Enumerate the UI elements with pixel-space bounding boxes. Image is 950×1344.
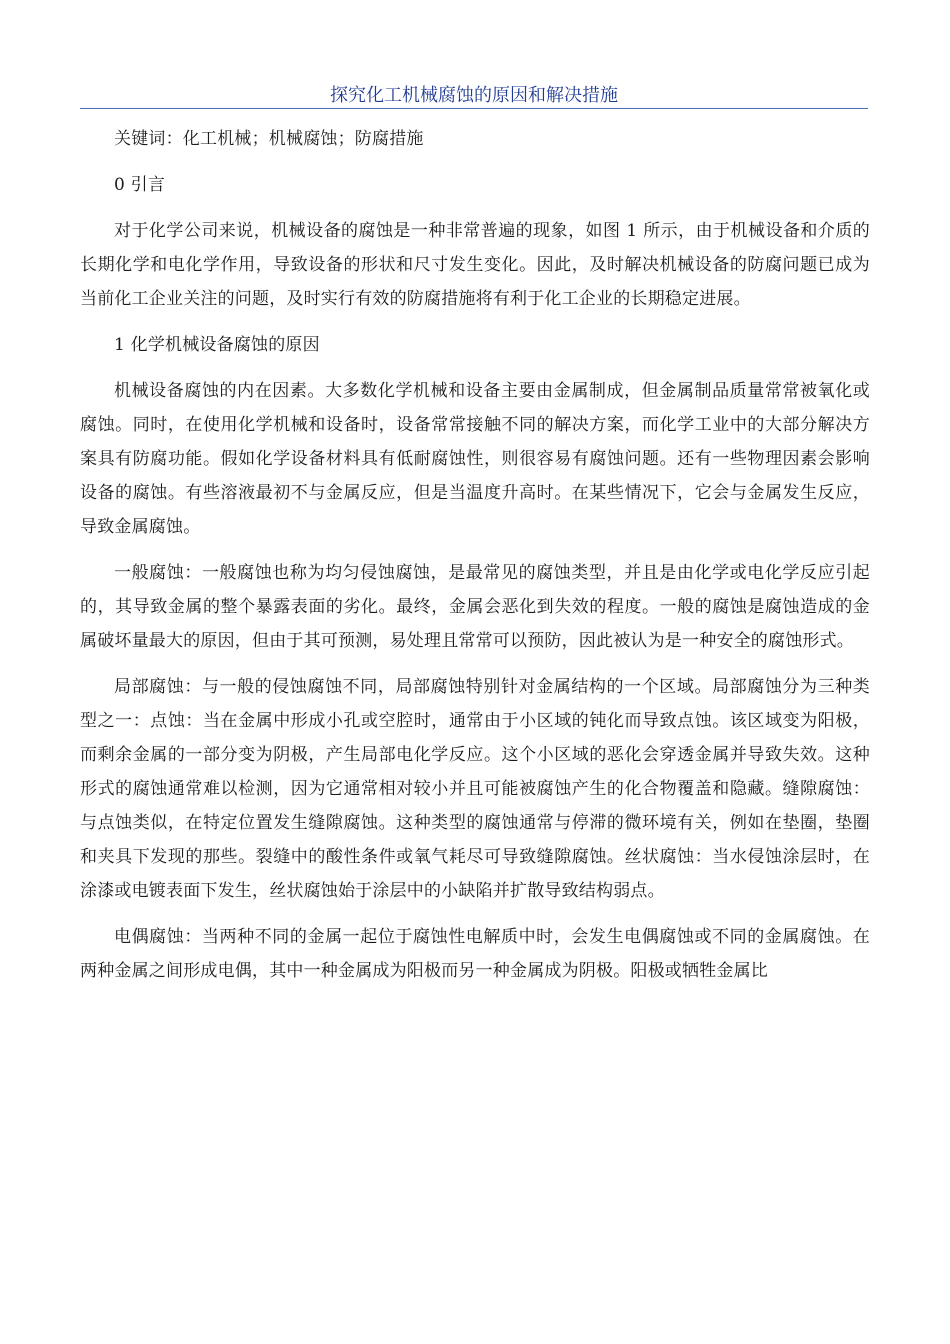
paragraph: 机械设备腐蚀的内在因素。大多数化学机械和设备主要由金属制成，但金属制品质量常常被氧化或腐蚀。同时，在使用化学机械和设备时，设备常常接触不同的解决方案，而化学工业中的大部分解决方案具有防腐功能。假如化学设备材料具有低耐腐蚀性，则很容易有腐蚀问题。还有一些物理因素会影响设备的腐蚀。有些溶液最初不与金属反应，但是当温度升高时。在某些情况下，它会与金属发生反应，导致金属腐蚀。 — [80, 381, 870, 537]
document-title: 探究化工机械腐蚀的原因和解决措施 — [330, 85, 618, 106]
paragraph: 电偶腐蚀：当两种不同的金属一起位于腐蚀性电解质中时，会发生电偶腐蚀或不同的金属腐蚀。在两种金属之间形成电偶，其中一种金属成为阳极而另一种金属成为阴极。阳极或牺牲金属比 — [80, 927, 870, 981]
document-body — [80, 122, 870, 1000]
keywords-line: 关键词：化工机械；机械腐蚀；防腐措施 — [114, 129, 424, 149]
paragraph: 对于化学公司来说，机械设备的腐蚀是一种非常普遍的现象，如图 1 所示，由于机械设备和介质的长期化学和电化学作用，导致设备的形状和尺寸发生变化。因此，及时解决机械设备的防腐问题已成为当前化工企业关注的问题，及时实行有效的防腐措施将有利于化工企业的长期稳定进展。 — [80, 221, 870, 309]
paragraph: 局部腐蚀：与一般的侵蚀腐蚀不同，局部腐蚀特别针对金属结构的一个区域。局部腐蚀分为三种类型之一：点蚀：当在金属中形成小孔或空腔时，通常由于小区域的钝化而导致点蚀。该区域变为阳极，而剩余金属的一部分变为阴极，产生局部电化学反应。这个小区域的恶化会穿透金属并导致失效。这种形式的腐蚀通常难以检测，因为它通常相对较小并且可能被腐蚀产生的化合物覆盖和隐藏。缝隙腐蚀：与点蚀类似，在特定位置发生缝隙腐蚀。这种类型的腐蚀通常与停滞的微环境有关，例如在垫圈，垫圈和夹具下发现的那些。裂缝中的酸性条件或氧气耗尽可导致缝隙腐蚀。丝状腐蚀：当水侵蚀涂层时，在涂漆或电镀表面下发生，丝状腐蚀始于涂层中的小缺陷并扩散导致结构弱点。 — [80, 677, 870, 901]
section-heading-introduction: 0 引言 — [114, 175, 166, 195]
paragraph: 一般腐蚀：一般腐蚀也称为均匀侵蚀腐蚀，是最常见的腐蚀类型，并且是由化学或电化学反应引起的，其导致金属的整个暴露表面的劣化。最终，金属会恶化到失效的程度。一般的腐蚀是腐蚀造成的金属破坏量最大的原因，但由于其可预测，易处理且常常可以预防，因此被认为是一种安全的腐蚀形式。 — [80, 563, 870, 651]
title-underline — [80, 108, 868, 109]
section-heading-causes: 1 化学机械设备腐蚀的原因 — [114, 335, 320, 355]
